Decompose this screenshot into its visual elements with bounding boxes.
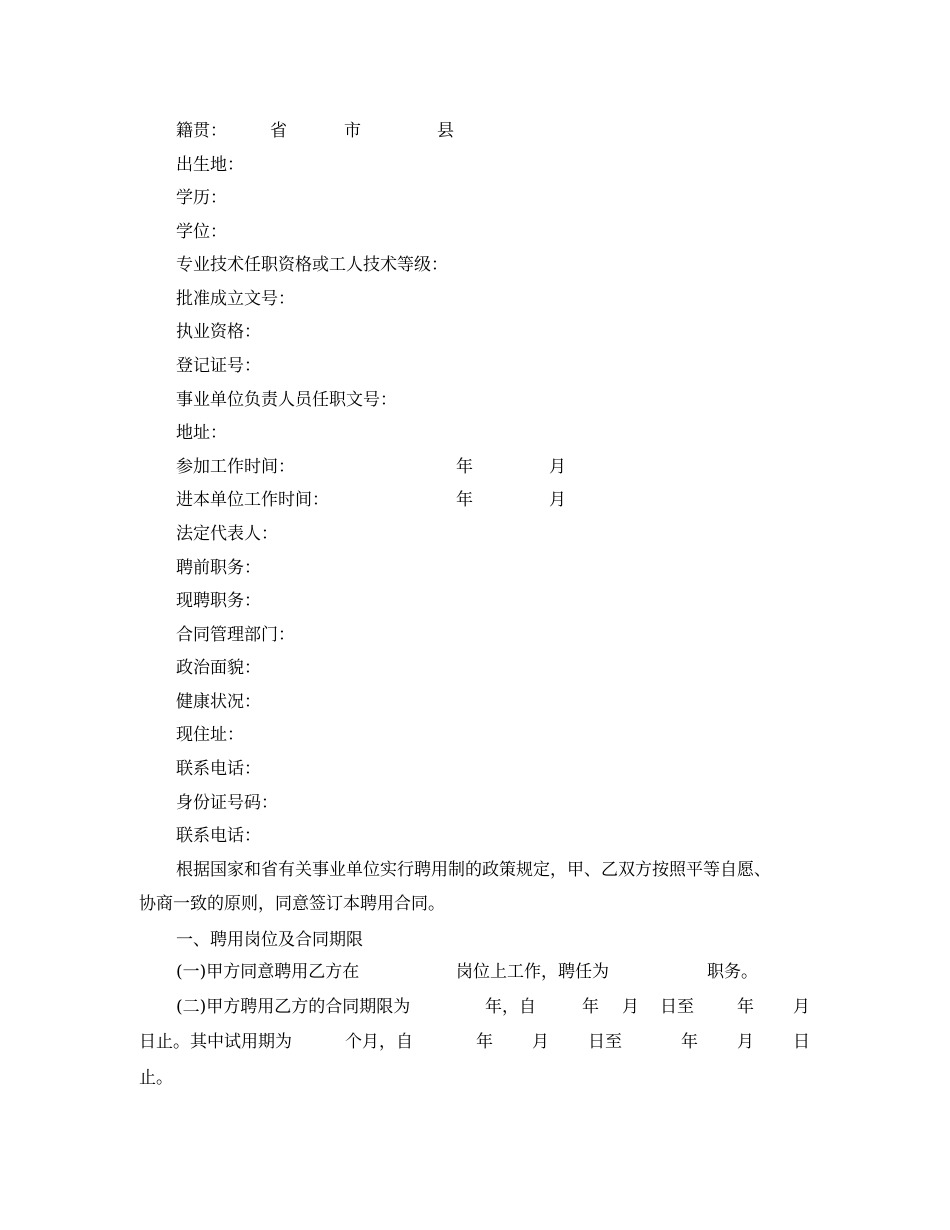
clause-1-mid: 岗位上工作，聘任为 [456,962,609,982]
native-place-county: 县 [437,121,454,141]
clause-1-prefix: (一)甲方同意聘用乙方在 [176,962,360,982]
clause-2-to-year: 年 [737,997,754,1017]
address-field: 地址： [176,423,227,443]
preamble-line-2: 协商一致的原则，同意签订本聘用合同。 [139,894,445,914]
practice-qualification-field: 执业资格： [176,322,261,342]
native-place-line [176,121,227,141]
clause-2-trial-to-month: 月 [737,1032,754,1052]
clause-2-trial-from-day-to: 日至 [588,1032,622,1052]
clause-2-to-month: 月 [793,997,810,1017]
current-position-field: 现聘职务： [176,591,261,611]
clause-2-from-day-to: 日至 [660,997,694,1017]
registration-no-field: 登记证号： [176,356,261,376]
unit-start-year: 年 [456,490,473,510]
birthplace-field: 出生地： [176,155,244,175]
phone-field-1: 联系电话： [176,759,261,779]
clause-2-trial-from-year: 年 [476,1032,493,1052]
unit-start-label: 进本单位工作时间： [176,490,329,510]
clause-2-trial-to-day: 日 [793,1032,810,1052]
qualification-level-field: 专业技术任职资格或工人技术等级： [176,255,448,275]
work-start-year: 年 [456,457,473,477]
clause-2-prefix: (二)甲方聘用乙方的合同期限为 [176,997,411,1017]
unit-start-month: 月 [549,490,566,510]
work-start-month: 月 [549,457,566,477]
legal-representative-field: 法定代表人： [176,524,278,544]
work-start-label: 参加工作时间： [176,457,295,477]
current-address-field: 现住址： [176,725,244,745]
native-place-city: 市 [344,121,361,141]
degree-field: 学位： [176,222,227,242]
approval-doc-no-field: 批准成立文号： [176,289,295,309]
clause-2-trial-prefix: 日止。其中试用期为 [139,1032,292,1052]
native-place-province: 省 [270,121,287,141]
clause-2-term-years: 年，自 [485,997,536,1017]
clause-2-from-month: 月 [622,997,639,1017]
native-place-label: 籍贯： [176,121,227,141]
health-status-field: 健康状况： [176,692,261,712]
id-number-field: 身份证号码： [176,793,278,813]
clause-2-from-year: 年 [582,997,599,1017]
phone-field-2: 联系电话： [176,826,261,846]
previous-position-field: 聘前职务： [176,558,261,578]
clause-2-trial-months: 个月，自 [345,1032,413,1052]
education-field: 学历： [176,188,227,208]
section-1-heading: 一、聘用岗位及合同期限 [176,930,363,950]
clause-1-suffix: 职务。 [707,962,758,982]
leader-appointment-doc-no-field: 事业单位负责人员任职文号： [176,390,397,410]
contract-department-field: 合同管理部门： [176,625,295,645]
preamble-line-1: 根据国家和省有关事业单位实行聘用制的政策规定，甲、乙双方按照平等自愿、 [176,860,771,880]
political-status-field: 政治面貌： [176,658,261,678]
clause-2-end: 止。 [139,1068,173,1088]
clause-2-trial-from-month: 月 [532,1032,549,1052]
clause-2-trial-to-year: 年 [681,1032,698,1052]
